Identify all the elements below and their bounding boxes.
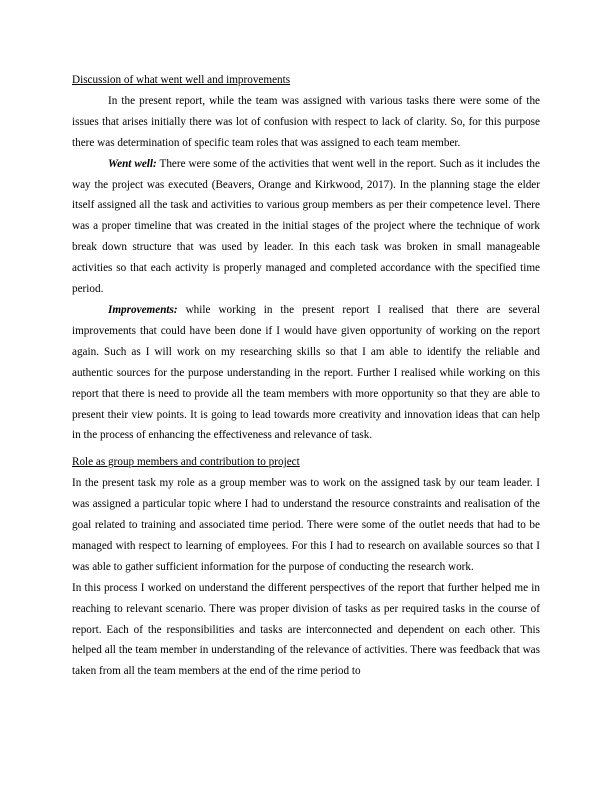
improvements-label: Improvements: — [108, 303, 178, 316]
improvements-paragraph — [72, 300, 540, 446]
went-well-paragraph — [72, 154, 540, 300]
document-page — [72, 70, 540, 682]
role-paragraph-2: In this process I worked on understand the different perspectives of the report that further helped me in reaching to relevant scenario. There was proper division of tasks as per required tasks in the course of report. Each of the responsibilities and tasks are interconnected and dependent on each other. This helped all the team member in understanding of the relevance of activities. There was feedback that was taken from all the team members at the end of the rime period to — [72, 581, 540, 678]
section-heading-role: Role as group members and contribution to project — [72, 456, 300, 469]
improvements-text: while working in the present report I realised that there are several improvements that could have been done if I would have given opportunity of working on the report again. Such as I will work on my researching skills so that I am able to identify the reliable and authentic sources for the purpose understanding in the report. Further I realised while working on this report that there is need to provide all the team members with more opportunity so that they are able to present their view points. It is going to lead towards more creativity and innovation ideas that can help in the process of enhancing the effectiveness and relevance of task. — [72, 303, 540, 442]
went-well-text: There were some of the activities that went well in the report. Such as it includes the way the project was executed (Beavers, Orange and Kirkwood, 2017). In the planning stage the elder itself assigned all the task and activities to various group members as per their competence level. There was a proper timeline that was created in the initial stages of the project where the technique of work break down structure that was used by leader. In this each task was broken in small manageable activities so that each activity is properly managed and completed accordance with the specified time period. — [72, 157, 540, 296]
went-well-label: Went well: — [108, 157, 157, 170]
intro-paragraph: In the present report, while the team was assigned with various tasks there were some of the issues that arises initially there was lot of confusion with respect to lack of clarity. So, for this purpose there was determination of specific team roles that was assigned to each team member. — [72, 94, 540, 149]
section-heading-what-went-well: Discussion of what went well and improvements — [72, 74, 291, 86]
role-paragraph-1: In the present task my role as a group member was to work on the assigned task by our team leader. I was assigned a particular topic where I had to understand the resource constraints and realisation of the goal related to training and associated time period. There were some of the outlet needs that had to be managed with respect to learning of employees. For this I had to research on available sources so that I was able to gather sufficient information for the purpose of conducting the research work. — [72, 477, 540, 573]
